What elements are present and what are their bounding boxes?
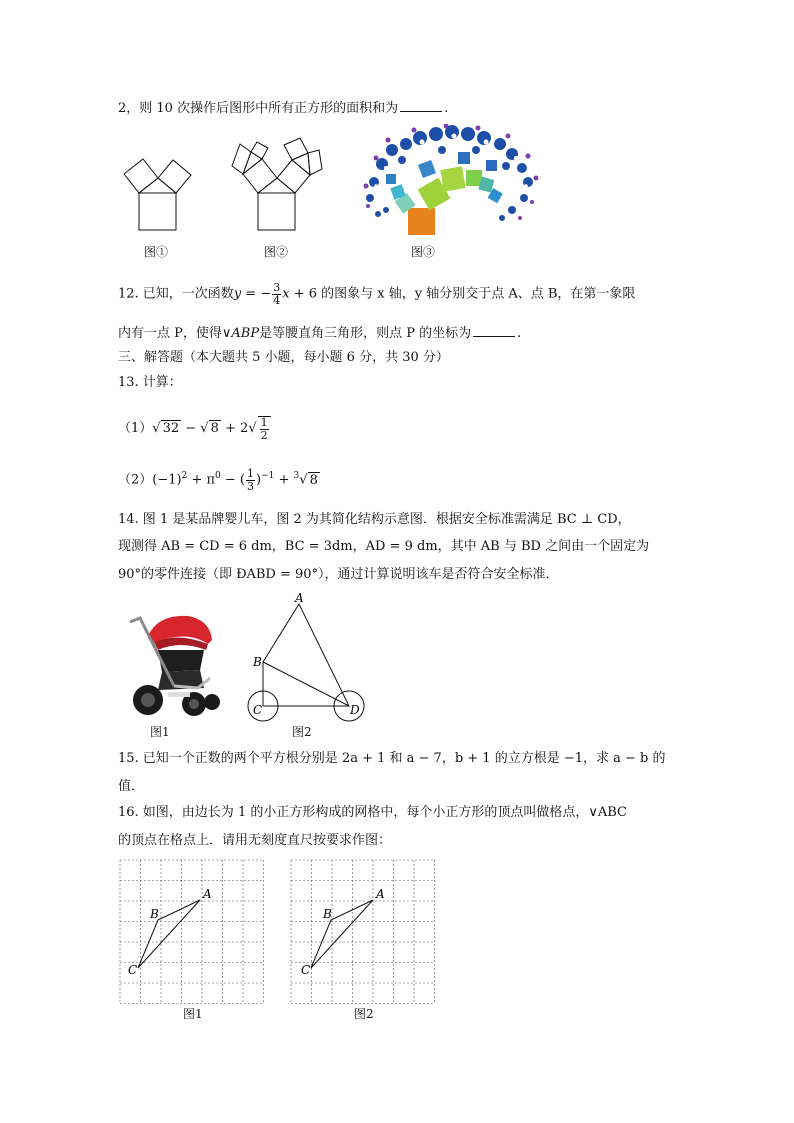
q11-tail-text: 2，则 10 次操作后图形中所有正方形的面积和为 <box>118 101 399 116</box>
q12-answer-blank[interactable] <box>473 325 515 337</box>
q12-slope-den: 4 <box>273 293 281 307</box>
q14-fig2-caption: 图2 <box>292 725 312 739</box>
q13-p1-label: （1） <box>118 421 153 437</box>
q13-p2-num: 1 <box>247 467 254 480</box>
q13-p2-exp0: 0 <box>215 471 221 482</box>
q13-p1-den: 2 <box>260 428 268 442</box>
q14-stroller-photo <box>118 608 222 720</box>
q13-p2-den: 3 <box>247 479 254 493</box>
q13-p2-plus2: + <box>274 472 294 488</box>
q13-p2-cube-index: 3 <box>293 471 300 482</box>
q12-line-1 <box>118 282 635 306</box>
q13-p2-minus: − ( <box>220 472 245 488</box>
grid1-label-b: B <box>150 907 159 921</box>
q16-grid-figure-1 <box>118 858 268 1004</box>
q13-p2-close: ) <box>256 472 262 488</box>
q13-p2-label: （2） <box>118 472 153 488</box>
q16-fig2-caption: 图2 <box>354 1007 374 1021</box>
q11-figure-1 <box>112 148 202 238</box>
q13-part-2: $(2)(-1)^2 + \pi^0$ − ( $\frac{1}{3}$ )$^{-1}$ + $^3$√ 8 <box>118 467 318 493</box>
triangle-abc-1 <box>138 900 200 968</box>
q13-p1-sqrt-half <box>258 416 271 441</box>
q14-geometry-diagram <box>244 590 374 722</box>
q16-line-2: 的顶点在格点上．请用无刻度直尺按要求作图： <box>118 833 392 848</box>
grid2-label-b: B <box>323 907 332 921</box>
q13-p2-base: (−1) <box>152 472 182 488</box>
q13-p1-minus: − <box>181 421 201 437</box>
q16-grid-figure-2 <box>289 858 439 1004</box>
q12-line2-b: 是等腰直角三角形，则点 P 的坐标为 <box>259 326 472 341</box>
q14-line-1: 14. 图 1 是某品牌婴儿车，图 2 为其简化结构示意图．根据安全标准需满足 BC ⊥ CD， <box>118 512 631 527</box>
label-c: C <box>253 703 263 717</box>
q13-p2-exp: 2 <box>181 471 188 482</box>
q11-fig2-caption: 图② <box>264 245 289 259</box>
triangle-abd <box>263 604 349 706</box>
q13-p2-pi: + π <box>187 472 216 488</box>
q12-triangle-abp: ∨ABP <box>221 326 260 341</box>
q12-slope-fraction <box>272 282 281 306</box>
q12-slope-num: 3 <box>273 281 281 294</box>
q13-p2-third <box>246 468 255 492</box>
q11-figure-2 <box>218 128 328 238</box>
q11-figure-3-pythagoras-tree <box>362 124 542 238</box>
q12-func-x: x <box>282 286 290 302</box>
q11-fig1-caption: 图① <box>144 245 169 259</box>
label-a: A <box>295 591 304 605</box>
q15-line-1: 15. 已知一个正数的两个平方根分别是 2a + 1 和 a − 7，b + 1 的立方根是 −1，求 a − b 的 <box>118 751 666 766</box>
label-b: B <box>253 655 262 669</box>
q13-part-1: （1）√ 32 − √ 8 + 2√ $\frac{1}{2}$ <box>118 416 272 441</box>
q11-answer-blank[interactable] <box>400 100 442 112</box>
q12-intro: 12. 已知，一次函数 <box>118 286 234 302</box>
q12-line2-a: 内有一点 P，使得 <box>118 326 222 341</box>
q14-line-2: 现测得 AB = CD = 6 dm，BC = 3dm，AD = 9 dm，其中 AB 与 BD 之间由一个固定为 <box>118 539 650 554</box>
q15-line-2: 值． <box>118 779 145 794</box>
q12-func-y: y <box>233 286 242 302</box>
q12-func-eq: = − <box>241 286 272 302</box>
q13-p1-sqrt32: 32 <box>162 421 180 437</box>
q14-line-3: 90°的零件连接（即 ÐABD = 90°），通过计算说明该车是否符合安全标准． <box>118 567 559 582</box>
q11-tail-line <box>118 100 448 115</box>
q13-p1-num: 1 <box>260 416 268 429</box>
section-3-heading: 三、解答题（本大题共 5 小题，每小题 6 分，共 30 分） <box>118 350 449 365</box>
q13-p2-cube-radicand: 8 <box>309 472 318 488</box>
grid1-label-a: A <box>203 887 212 901</box>
triangle-abc-2 <box>311 900 373 968</box>
grid1-label-c: C <box>128 963 138 977</box>
q11-fig3-caption: 图③ <box>411 245 436 259</box>
q13-p1-plus: + 2 <box>220 421 249 437</box>
tree-trunk-square <box>408 208 435 235</box>
q16-line-1: 16. 如图，由边长为 1 的小正方形构成的网格中，每个小正方形的顶点叫做格点，∨ABC <box>118 805 627 820</box>
q12-func-const: + 6 <box>289 286 318 302</box>
q12-line-2 <box>118 325 521 340</box>
q12-period: . <box>517 326 522 341</box>
q12-rest: 的图象与 x 轴，y 轴分别交于点 A、点 B，在第一象限 <box>317 286 636 302</box>
label-d: D <box>350 703 360 717</box>
q14-fig1-caption: 图1 <box>150 725 170 739</box>
q11-tail-period: . <box>444 101 449 116</box>
q13-p2-expm1: −1 <box>261 471 275 482</box>
q13-p1-sqrt8: 8 <box>210 421 219 437</box>
q16-fig1-caption: 图1 <box>183 1007 203 1021</box>
grid2-label-c: C <box>301 963 311 977</box>
q13-title: 13. 计算： <box>118 375 182 390</box>
grid2-label-a: A <box>376 887 385 901</box>
